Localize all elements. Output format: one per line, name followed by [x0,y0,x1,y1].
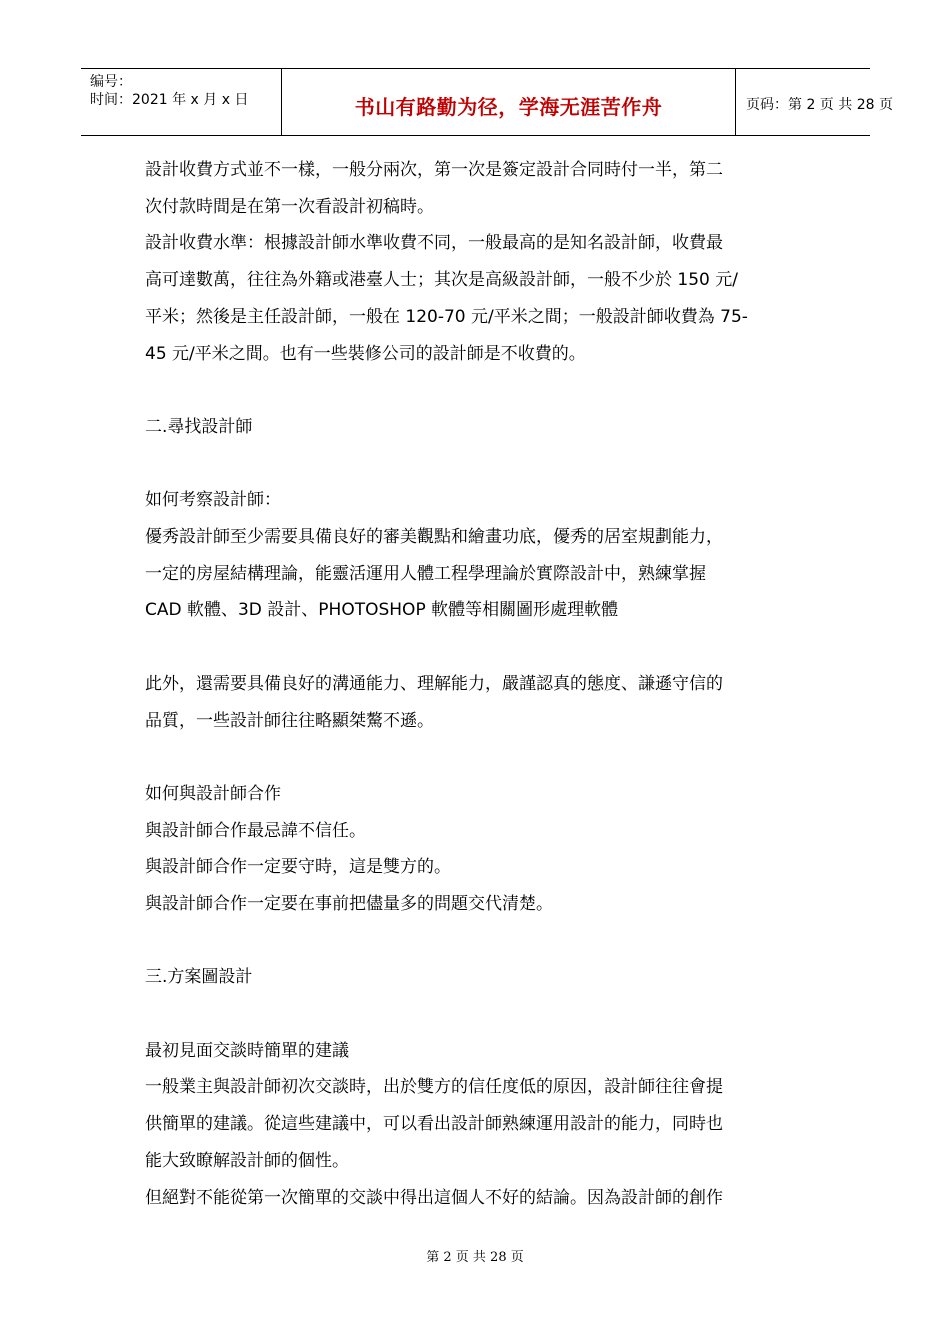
body-line: 能大致瞭解設計師的個性。 [145,1150,349,1171]
body-line: 設計收費水準：根據設計師水準收費不同，一般最高的是知名設計師，收費最 [145,233,723,254]
blank-line [145,446,810,483]
header-meta [81,69,281,135]
header-page-code: 页码：第 2 页 共 28 页 [746,97,893,113]
page-footer: 第 2 页 共 28 页 [426,1250,524,1265]
blank-line [145,629,810,666]
body-line: 45 元/平米之間。也有一些裝修公司的設計師是不收費的。 [145,343,586,364]
document-body [145,152,810,1216]
subheading: 如何與設計師合作 [145,783,281,804]
subheading: 如何考察設計師： [145,490,281,511]
body-line: 設計收費方式並不一樣，一般分兩次，第一次是簽定設計合同時付一半，第二 [145,160,723,180]
blank-line [145,923,810,960]
motto-text: 书山有路勤为径，学海无涯苦作舟 [354,94,663,119]
body-line: 但絕對不能從第一次簡單的交談中得出這個人不好的結論。因為設計師的創作 [145,1187,723,1208]
body-line: 次付款時間是在第一次看設計初稿時。 [145,196,434,217]
body-line: 一定的房屋結構理論，能靈活運用人體工程學理論於實際設計中，熟練掌握 [145,563,706,584]
number-label: 编号： [90,74,132,90]
blank-line [145,739,810,776]
body-line: CAD 軟體、3D 設計、PHOTOSHOP 軟體等相關圖形處理軟體 [145,600,619,621]
time-label: 时间：2021 年 x 月 x 日 [90,92,249,108]
subheading: 最初見面交談時簡單的建議 [145,1040,349,1061]
body-line: 供簡單的建議。從這些建議中，可以看出設計師熟練運用設計的能力，同時也 [145,1114,723,1135]
body-line: 高可達數萬，往往為外籍或港臺人士；其次是高級設計師，一般不少於 150 元/ [145,270,738,291]
header-motto-cell [281,69,736,135]
body-line: 優秀設計師至少需要具備良好的審美觀點和繪畫功底，優秀的居室規劃能力， [145,527,723,547]
body-line: 與設計師合作一定要守時，這是雙方的。 [145,857,451,878]
body-line: 與設計師合作最忌諱不信任。 [145,820,366,841]
body-line: 平米；然後是主任設計師，一般在 120-70 元/平米之間；一般設計師收費為 75- [145,306,748,327]
section-heading: 二.尋找設計師 [145,416,253,437]
body-line: 一般業主與設計師初次交談時，出於雙方的信任度低的原因，設計師往往會提 [145,1077,723,1098]
section-heading: 三.方案圖設計 [145,967,253,988]
body-line: 此外，還需要具備良好的溝通能力、理解能力，嚴謹認真的態度、謙遜守信的 [145,673,723,694]
body-line: 品質，一些設計師往往略顯桀驁不遜。 [145,710,434,731]
blank-line [145,372,810,409]
blank-line [145,996,810,1033]
page-header [81,68,893,136]
body-line: 與設計師合作一定要在事前把儘量多的問題交代清楚。 [145,894,553,914]
